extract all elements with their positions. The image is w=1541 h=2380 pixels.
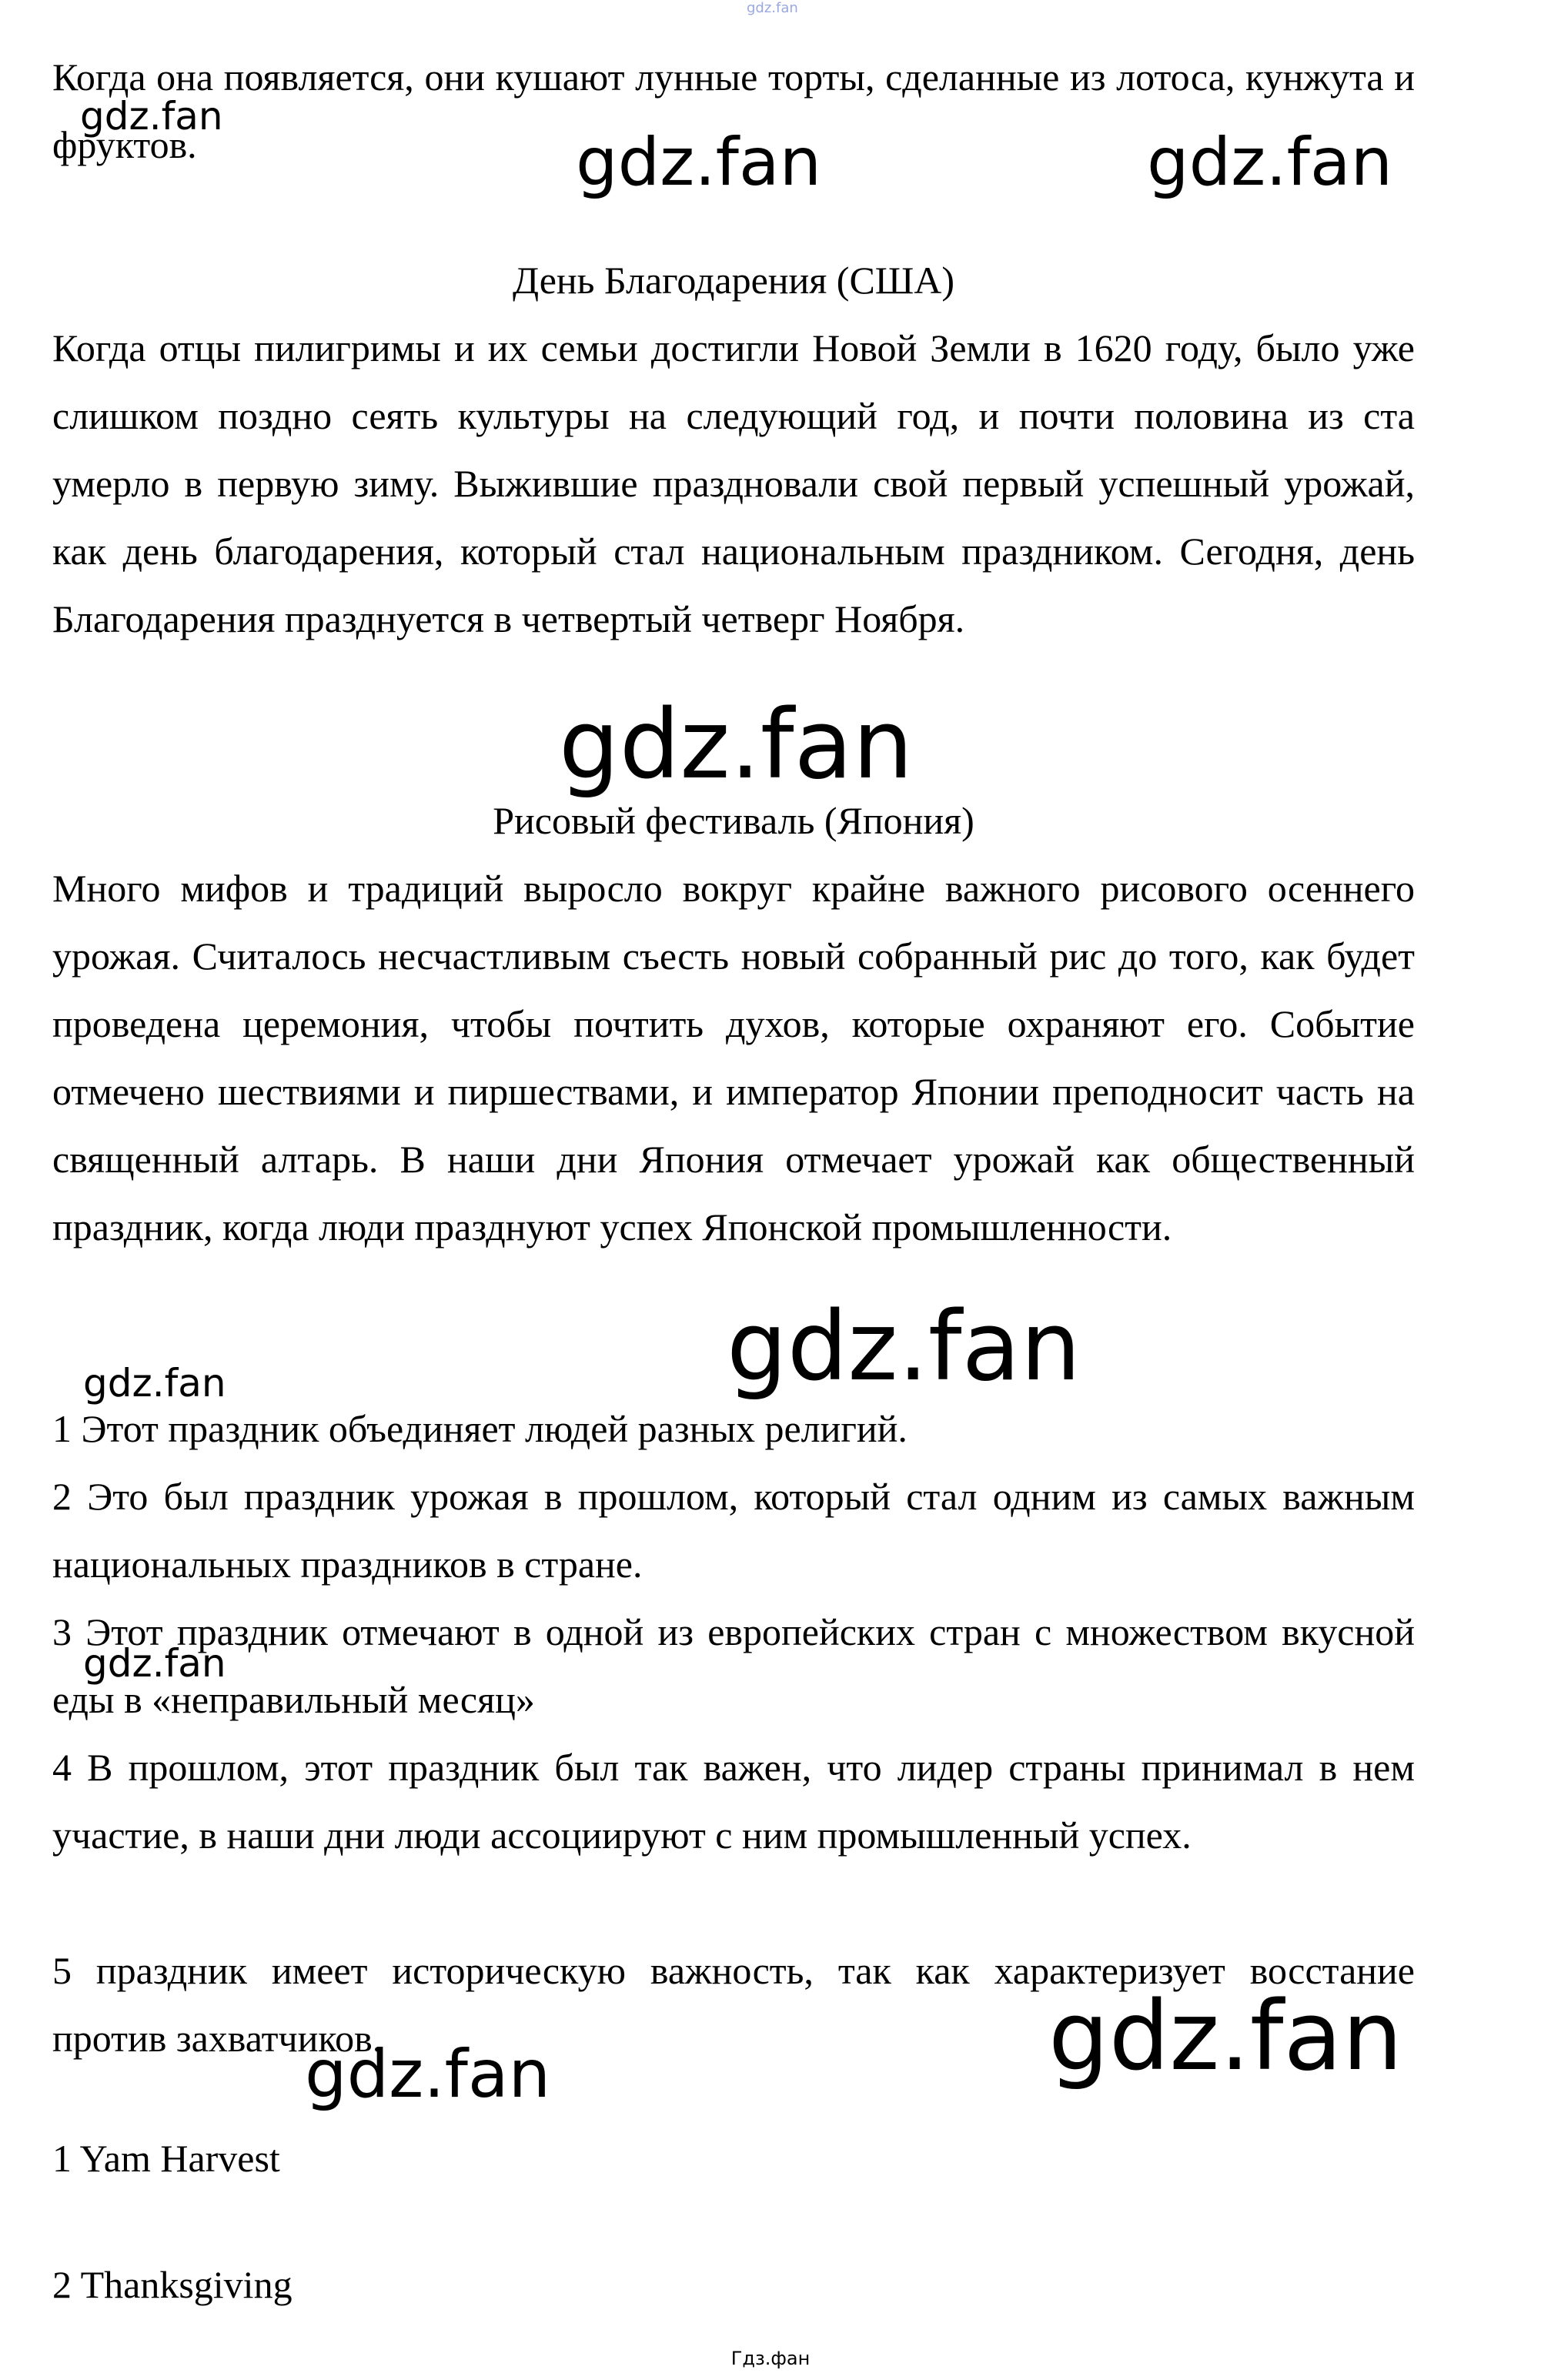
watermark: gdz.fan <box>1147 124 1393 201</box>
watermark: gdz.fan <box>1048 1981 1403 2092</box>
watermark: gdz.fan <box>83 1641 226 1686</box>
footer-label: Гдз.фан <box>730 2348 811 2369</box>
answer-2: 2 Thanksgiving <box>52 2263 292 2306</box>
heading-rice-festival: Рисовый фестиваль (Япония) <box>493 799 974 842</box>
heading-thanksgiving: День Благодарения (США) <box>512 259 955 302</box>
watermark: gdz.fan <box>80 94 223 139</box>
answer-1: 1 Yam Harvest <box>52 2137 280 2180</box>
watermark: gdz.fan <box>727 1292 1081 1402</box>
statement-3: 3 Этот праздник отмечают в одной из европейских стран с множеством вкусной еды в «неправильный месяц» <box>52 1610 1415 1721</box>
paragraph-thanksgiving: Когда отцы пилигримы и их семьи достигли Новой Земли в 1620 году, было уже слишком поздно сеять культуры на следующий год, и почти половина из ста умерло в первую зиму. Выжившие праздновали свой первый успешный урожай, как день благодарения, который стал национальным праздником. Сегодня, день Благодарения празднуется в четвертый четверг Ноября. <box>52 326 1415 640</box>
statement-2: 2 Это был праздник урожая в прошлом, который стал одним из самых важным национальных праздников в стране. <box>52 1475 1415 1586</box>
statement-5: 5 праздник имеет историческую важность, так как характеризует восстание против захватчиков. <box>52 1949 1415 2060</box>
header-watermark: gdz.fan <box>747 0 798 16</box>
watermark: gdz.fan <box>559 690 914 801</box>
statement-1: 1 Этот праздник объединяет людей разных религий. <box>52 1407 908 1450</box>
watermark: gdz.fan <box>305 2036 551 2113</box>
paragraph-mooncake-end: Когда она появляется, они кушают лунные торты, сделанные из лотоса, кунжута и фруктов. <box>52 55 1415 166</box>
paragraph-rice-festival: Много мифов и традиций выросло вокруг крайне важного рисового осеннего урожая. Считалось несчастливым съесть новый собранный рис до того, как будет проведена церемония, чтобы почтить духов, которые охраняют его. Событие отмечено шествиями и пиршествами, и император Японии преподносит часть на священный алтарь. В наши дни Япония отмечает урожай как общественный праздник, когда люди празднуют успех Японской промышленности. <box>52 867 1415 1248</box>
watermark: gdz.fan <box>576 124 822 201</box>
statement-4: 4 В прошлом, этот праздник был так важен, что лидер страны принимал в нем участие, в наши дни люди ассоциируют с ним промышленный успех. <box>52 1746 1415 1857</box>
watermark: gdz.fan <box>83 1361 226 1406</box>
